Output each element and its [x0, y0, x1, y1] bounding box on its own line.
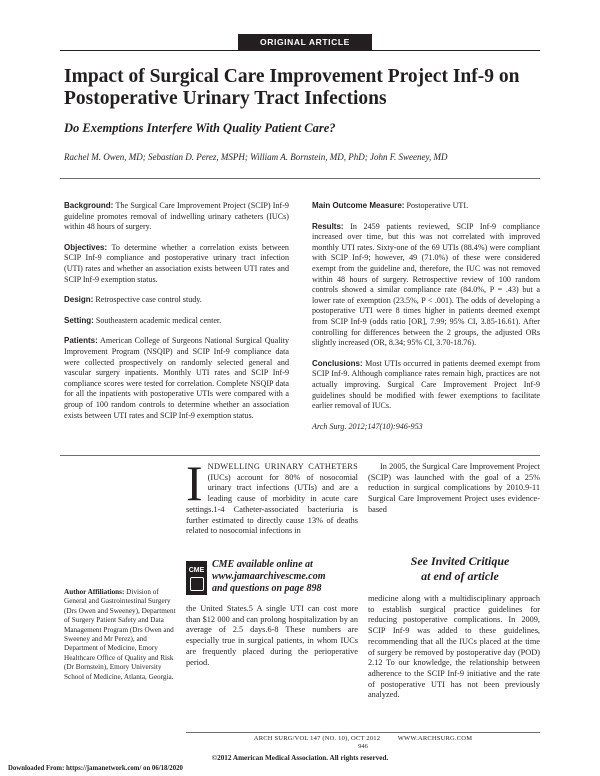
citation: Arch Surg. 2012;147(10):946-953 [312, 421, 423, 431]
abstract-bottom-rule [60, 455, 540, 456]
abstract-background: Background: The Surgical Care Improvement Project (SCIP) Inf-9 guideline promotes removal of indwelling urinary catheters (IUCs) within 48 hours of surgery. [64, 201, 289, 232]
abstract-objectives: Objectives: To determine whether a correlation exists between SCIP Inf-9 compliance and postoperative urinary tract infection (UTI) rates and whether an association exists between UTI rates and SCIP Inf-9 exemption status. [64, 242, 289, 284]
header-rule [60, 50, 540, 51]
body-column-1-bottom [186, 604, 358, 668]
footer-rule [186, 732, 540, 733]
page-number: 946 [358, 743, 368, 750]
abstract-main-outcome: Main Outcome Measure: Postoperative UTI. [312, 201, 469, 210]
author-list: Rachel M. Owen, MD; Sebastian D. Perez, MSPH; William A. Bornstein, MD, PhD; John F. Sweeney, MD [64, 152, 448, 162]
abstract-patients: Patients: American College of Surgeons National Surgical Quality Improvement Program (NSQIP) and SCIP Inf-9 compliance data were collected prospectively on randomly selected general and vascular surgery inpatients. Monthly UTI rates and SCIP Inf-9 compliance scores were tested for correlation. Complete NSQIP data for all the inpatients with postoperative UTIs were compared with a group of 100 random controls to determine whether an association exists between UTI rates and SCIP Inf-9 exemption status. [64, 336, 289, 420]
body-paragraph-2: In 2005, the Surgical Care Improvement Project (SCIP) was launched with the goal of a 25% reduction in surgical complications by 2010.9-11 Surgical Care Improvement Project uses evidence-based [368, 462, 540, 514]
cme-callout [186, 559, 358, 599]
body-paragraph-1-cont: the United States.5 A single UTI can cost more than $12 000 and can prolong hospitalization by an average of 2.5 days.6-8 These numbers are especially true in surgical patients, in whom IUCs are frequently placed during the perioperative period. [186, 604, 358, 667]
abstract-right-column [312, 201, 540, 442]
abstract-results: Results: In 2459 patients reviewed, SCIP Inf-9 compliance increased over time, but this was not correlated with improved monthly UTI rates. Sixty-one of the 69 UTIs (88.4%) were compliant with SCIP Inf-9; however, 49 (71.0%) of these were considered exempt from the guideline and, therefore, the IUC was not removed within 48 hours of surgery. Retrospective review of 100 random controls showed a similar compliance rate (84.0%, P = .43) but a lower rate of exemption (23.5%, P < .001). The odds of developing a postoperative UTI were 8 times higher in patients deemed exempt from SCIP Inf-9 (odds ratio [OR], 7.99; 95% CI, 3.85-16.61). After controlling for differences between the 2 groups, the adjusted ORs slightly increased (OR, 8.34; 95% CI, 3.70-18.76). [312, 221, 540, 348]
abstract-top-rule [60, 178, 540, 179]
footer-journal-line: ARCH SURG/VOL 147 (NO. 10), OCT 2012 WWW.ARCHSURG.COM [253, 735, 473, 742]
section-tag: ORIGINAL ARTICLE [238, 34, 372, 50]
author-affiliations: Author Affiliations: Division of General and Gastrointestinal Surgery (Drs Owen and Sweeney), Department of Surgery Patient Safety and Data Management Program (Drs Owen and Sweeney and Mr Perez), and Department of Medicine, Emory Healthcare Office of Quality and Risk (Dr Bornstein), Emory University School of Medicine, Atlanta, Georgia. [64, 588, 176, 681]
abstract-conclusions: Conclusions: Most UTIs occurred in patients deemed exempt from SCIP Inf-9. Although compliance rates remain high, practices are not actually improving. Surgical Care Improvement Project Inf-9 guidelines should be modified with fewer exemptions to facilitate earlier removal of IUCs. [312, 358, 540, 411]
footer-website-link[interactable]: WWW.ARCHSURG.COM [397, 735, 473, 742]
body-column-2-bottom [368, 594, 540, 701]
body-paragraph-1: INDWELLING URINARY CATHETERS (IUCs) account for 80% of nosocomial urinary tract infections (UTIs) and are a leading cause of morbidity in acute care settings.1-4 Catheter-associated bacteriuria is further estimated to directly cause 13% of deaths related to nosocomial infections in [186, 455, 358, 536]
drop-cap: I [186, 455, 203, 511]
article-title: Impact of Surgical Care Improvement Project Inf-9 on Postoperative Urinary Tract Infections [64, 66, 520, 109]
abstract-setting: Setting: Southeastern academic medical center. [64, 315, 222, 325]
cme-text: CME available online at www.jamaarchivescme.com and questions on page 898 [212, 559, 360, 594]
body-column-1-top [186, 455, 358, 537]
download-notice: Downloaded From: https://jamanetwork.com/ on 06/18/2020 [8, 765, 183, 772]
body-column-2-top [368, 462, 540, 516]
cme-link[interactable]: www.jamaarchivescme.com [212, 570, 326, 582]
cme-icon: CME [186, 561, 207, 595]
copyright: ©2012 American Medical Association. All rights reserved. [211, 754, 389, 762]
body-paragraph-2-cont: medicine along with a multidisciplinary approach to establish surgical practice guidelines for reducing postoperative complications. In 2009, SCIP Inf-9 was added to these guidelines, recommending that all the IUCs placed at the time of surgery be removed by postoperative day (POD) 2.12 To our knowledge, the relationship between adherence to the SCIP Inf-9 initiative and the rate of postoperative UTI has not been previously analyzed. [368, 594, 540, 700]
invited-critique-note: See Invited Critique at end of article [410, 554, 510, 583]
abstract-design: Design: Retrospective case control study. [64, 295, 202, 305]
abstract-left-column [64, 201, 289, 431]
article-subtitle: Do Exemptions Interfere With Quality Patient Care? [64, 121, 336, 135]
